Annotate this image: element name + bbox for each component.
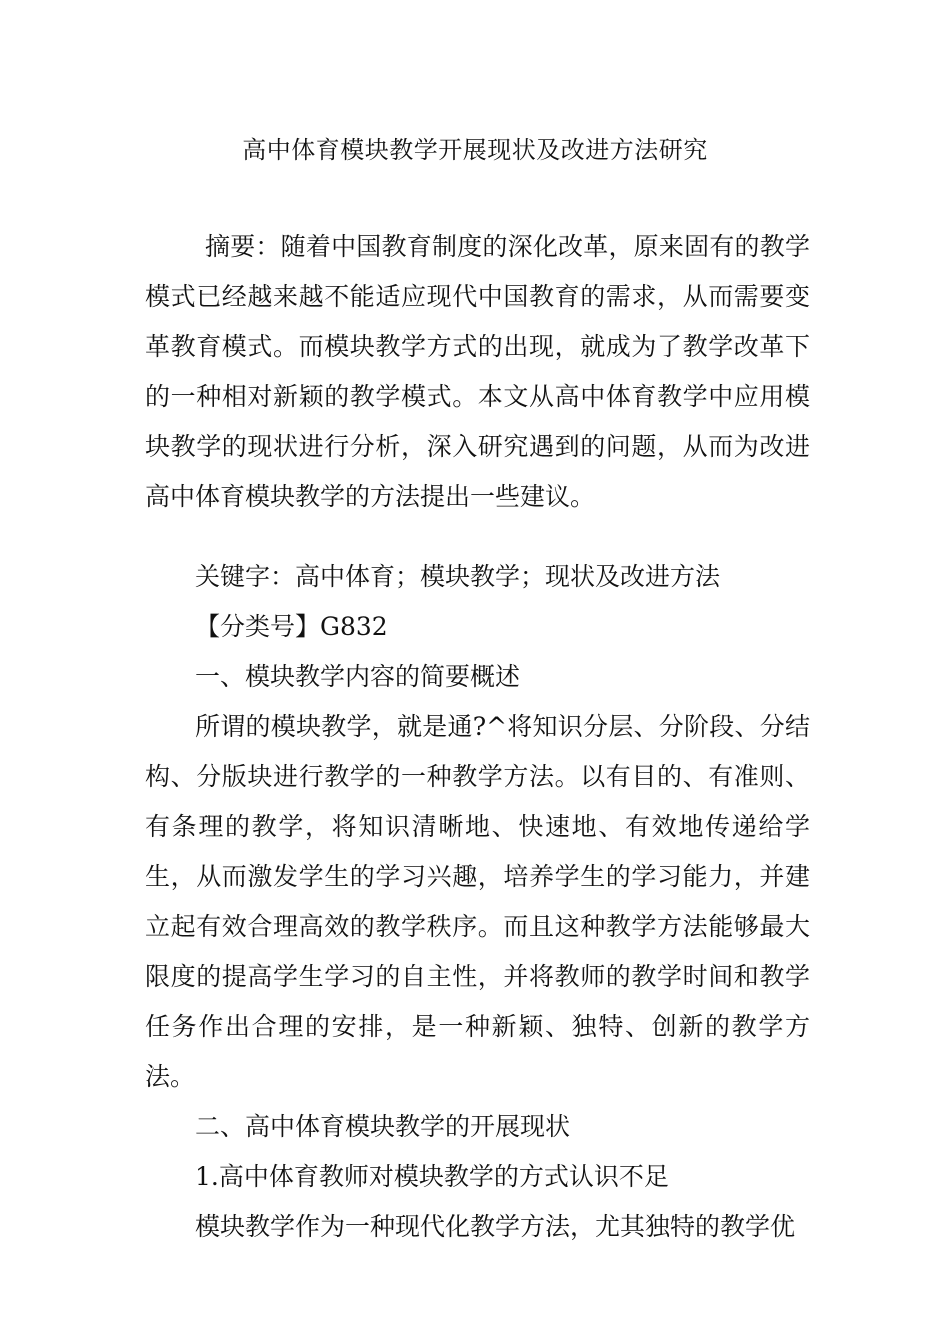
document-title: 高中体育模块教学开展现状及改进方法研究 (242, 136, 708, 164)
section-heading-2: 二、高中体育模块教学的开展现状 (195, 1112, 571, 1141)
subsection-paragraph-1: 模块教学作为一种现代化教学方法，尤其独特的教学优 (195, 1212, 796, 1241)
classification-line: 【分类号】G832 (195, 612, 388, 641)
abstract-section (145, 222, 810, 522)
keywords-line: 关键字：高中体育；模块教学；现状及改进方法 (195, 562, 721, 591)
section-heading-1: 一、模块教学内容的简要概述 (195, 662, 521, 691)
abstract-paragraph: 摘要：随着中国教育制度的深化改革，原来固有的教学模式已经越来越不能适应现代中国教育的需求，从而需要变革教育模式。而模块教学方式的出现，就成为了教学改革下的一种相对新颖的教学模式。本文从高中体育教学中应用模块教学的现状进行分析，深入研究遇到的问题，从而为改进高中体育模块教学的方法提出一些建议。 (145, 232, 810, 511)
section-paragraph-1: 所谓的模块教学，就是通?^将知识分层、分阶段、分结构、分版块进行教学的一种教学方法。以有目的、有准则、有条理的教学，将知识清晰地、快速地、有效地传递给学生，从而激发学生的学习兴趣，培养学生的学习能力，并建立起有效合理高效的教学秩序。而且这种教学方法能够最大限度的提高学生学习的自主性，并将教师的教学时间和教学任务作出合理的安排，是一种新颖、独特、创新的教学方法。 (145, 712, 810, 1091)
body-section (145, 552, 810, 1252)
subsection-heading-1: 1.高中体育教师对模块教学的方式认识不足 (195, 1162, 669, 1191)
